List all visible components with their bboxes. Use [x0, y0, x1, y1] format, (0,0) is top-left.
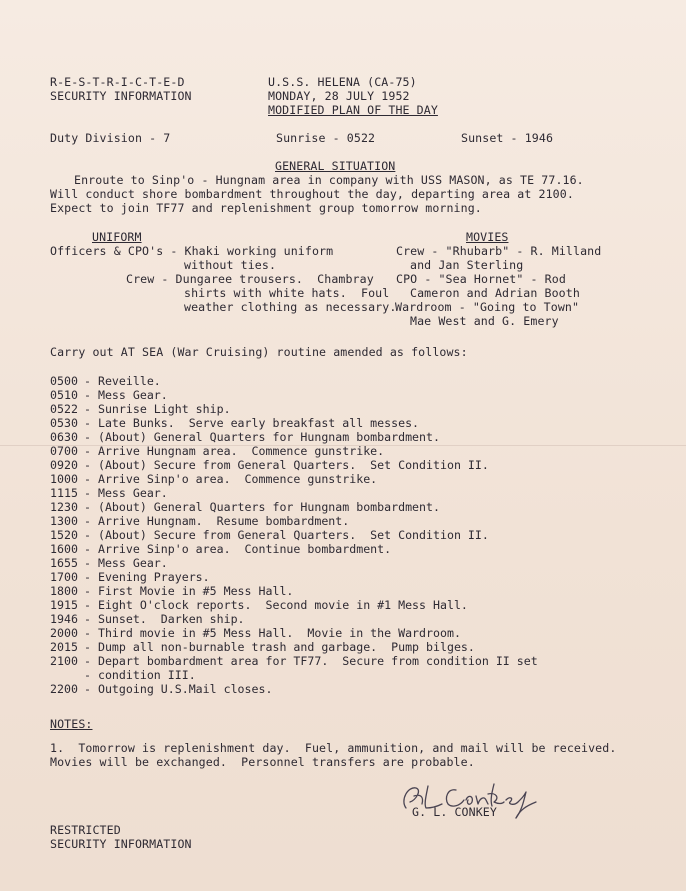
- schedule-row: [50, 528, 489, 542]
- schedule-row: [50, 612, 245, 626]
- footer-classification-line1: RESTRICTED: [50, 823, 121, 837]
- schedule-time: 2015: [50, 640, 78, 654]
- schedule-text: - Sunset. Darken ship.: [84, 612, 245, 626]
- schedule-text: - Sunrise Light ship.: [84, 402, 231, 416]
- schedule-row: [50, 668, 196, 682]
- schedule-row: [50, 430, 440, 444]
- schedule-row: [50, 374, 161, 388]
- schedule-row: [50, 416, 419, 430]
- schedule-row: [50, 542, 391, 556]
- routine-intro: Carry out AT SEA (War Cruising) routine amended as follows:: [50, 345, 468, 359]
- schedule-time: 1655: [50, 556, 78, 570]
- schedule-row: [50, 458, 489, 472]
- schedule-text: - First Movie in #5 Mess Hall.: [84, 584, 294, 598]
- schedule-time: 1520: [50, 528, 78, 542]
- notes-heading: NOTES:: [50, 717, 93, 731]
- schedule-text: - Depart bombardment area for TF77. Secure from condition II set: [84, 654, 538, 668]
- sunset-time: Sunset - 1946: [461, 131, 554, 145]
- schedule-row: [50, 584, 293, 598]
- uniform-heading: UNIFORM: [92, 230, 142, 244]
- uniform-line-4: shirts with white hats. Foul: [184, 286, 390, 300]
- movies-line-5: Wardroom - "Going to Town": [395, 300, 580, 314]
- ship-name: U.S.S. HELENA (CA-75): [268, 75, 417, 89]
- schedule-text: - Mess Gear.: [84, 388, 168, 402]
- schedule-time: 1230: [50, 500, 78, 514]
- schedule-time: 0700: [50, 444, 78, 458]
- movies-heading: MOVIES: [466, 230, 509, 244]
- schedule-text: - Third movie in #5 Mess Hall. Movie in the Wardroom.: [84, 626, 461, 640]
- schedule-time: 2100: [50, 654, 78, 668]
- schedule-row: [50, 486, 168, 500]
- uniform-line-5: weather clothing as necessary.: [184, 300, 397, 314]
- duty-division: Duty Division - 7: [50, 131, 171, 145]
- schedule-text: - (About) General Quarters for Hungnam bombardment.: [84, 500, 440, 514]
- schedule-time: 1000: [50, 472, 78, 486]
- schedule-time: 1115: [50, 486, 78, 500]
- schedule-row: [50, 598, 468, 612]
- schedule-text: - (About) Secure from General Quarters. Set Condition II.: [84, 458, 489, 472]
- schedule-row: [50, 556, 168, 570]
- movies-line-6: Mae West and G. Emery: [410, 314, 559, 328]
- schedule-time: 0510: [50, 388, 78, 402]
- schedule-row: [50, 472, 377, 486]
- schedule-row: [50, 626, 461, 640]
- schedule-row: [50, 388, 168, 402]
- schedule-time: 1300: [50, 514, 78, 528]
- schedule-row: [50, 402, 231, 416]
- schedule-text: - Arrive Sinp'o area. Commence gunstrike.: [84, 472, 378, 486]
- signature-name: G. L. CONKEY: [412, 805, 497, 819]
- schedule-time: 0630: [50, 430, 78, 444]
- schedule-time: 1800: [50, 584, 78, 598]
- schedule-text: - (About) General Quarters for Hungnam bombardment.: [84, 430, 440, 444]
- schedule-text: - (About) Secure from General Quarters. Set Condition II.: [84, 528, 489, 542]
- schedule-text: - Eight O'clock reports. Second movie in #1 Mess Hall.: [84, 598, 468, 612]
- uniform-line-2: without ties.: [184, 258, 277, 272]
- uniform-line-3: Crew - Dungaree trousers. Chambray: [126, 272, 374, 286]
- schedule-row: [50, 570, 210, 584]
- schedule-time: 2000: [50, 626, 78, 640]
- schedule-time: 0500: [50, 374, 78, 388]
- schedule-time: 0530: [50, 416, 78, 430]
- situation-line-1: Enroute to Sinp'o - Hungnam area in company with USS MASON, as TE 77.16.: [74, 173, 584, 187]
- plan-date: MONDAY, 28 JULY 1952: [268, 89, 410, 103]
- situation-line-2: Will conduct shore bombardment throughout the day, departing area at 2100.: [50, 187, 574, 201]
- classification-line2: SECURITY INFORMATION: [50, 89, 192, 103]
- schedule-row: [50, 444, 384, 458]
- movies-line-3: CPO - "Sea Hornet" - Rod: [396, 272, 566, 286]
- schedule-text: - Mess Gear.: [84, 486, 168, 500]
- schedule-row: [50, 640, 475, 654]
- schedule-time: 2200: [50, 682, 78, 696]
- schedule-text: - Reveille.: [84, 374, 161, 388]
- movies-line-4: Cameron and Adrian Booth: [410, 286, 580, 300]
- schedule-time: 1946: [50, 612, 78, 626]
- schedule-row: [50, 654, 538, 668]
- schedule-text: - Arrive Sinp'o area. Continue bombardment.: [84, 542, 392, 556]
- movies-line-1: Crew - "Rhubarb" - R. Milland: [396, 244, 602, 258]
- schedule-row: [50, 514, 349, 528]
- notes-line-1: 1. Tomorrow is replenishment day. Fuel, ammunition, and mail will be received.: [50, 741, 617, 755]
- schedule-row: [50, 500, 440, 514]
- schedule-text: - Mess Gear.: [84, 556, 168, 570]
- schedule-text: - Dump all non-burnable trash and garbage. Pump bilges.: [84, 640, 475, 654]
- schedule-time: 1600: [50, 542, 78, 556]
- schedule-time: 1915: [50, 598, 78, 612]
- schedule-time: 0522: [50, 402, 78, 416]
- notes-line-2: Movies will be exchanged. Personnel transfers are probable.: [50, 755, 475, 769]
- plan-title: MODIFIED PLAN OF THE DAY: [268, 103, 438, 117]
- sunrise-time: Sunrise - 0522: [276, 131, 376, 145]
- general-situation-heading: GENERAL SITUATION: [275, 159, 396, 173]
- schedule-text: - Arrive Hungnam. Resume bombardment.: [84, 514, 350, 528]
- schedule-text: - Arrive Hungnam area. Commence gunstrike.: [84, 444, 385, 458]
- schedule-text: - Evening Prayers.: [84, 570, 210, 584]
- schedule-row: [50, 682, 272, 696]
- classification-line1: R-E-S-T-R-I-C-T-E-D: [50, 75, 185, 89]
- situation-line-3: Expect to join TF77 and replenishment group tomorrow morning.: [50, 201, 482, 215]
- schedule-time: 0920: [50, 458, 78, 472]
- schedule-text: - Outgoing U.S.Mail closes.: [84, 682, 273, 696]
- schedule-time: 1700: [50, 570, 78, 584]
- movies-line-2: and Jan Sterling: [410, 258, 524, 272]
- footer-classification-line2: SECURITY INFORMATION: [50, 837, 192, 851]
- schedule-text: - condition III.: [84, 668, 196, 682]
- schedule-text: - Late Bunks. Serve early breakfast all messes.: [84, 416, 420, 430]
- uniform-line-1: Officers & CPO's - Khaki working uniform: [50, 244, 334, 258]
